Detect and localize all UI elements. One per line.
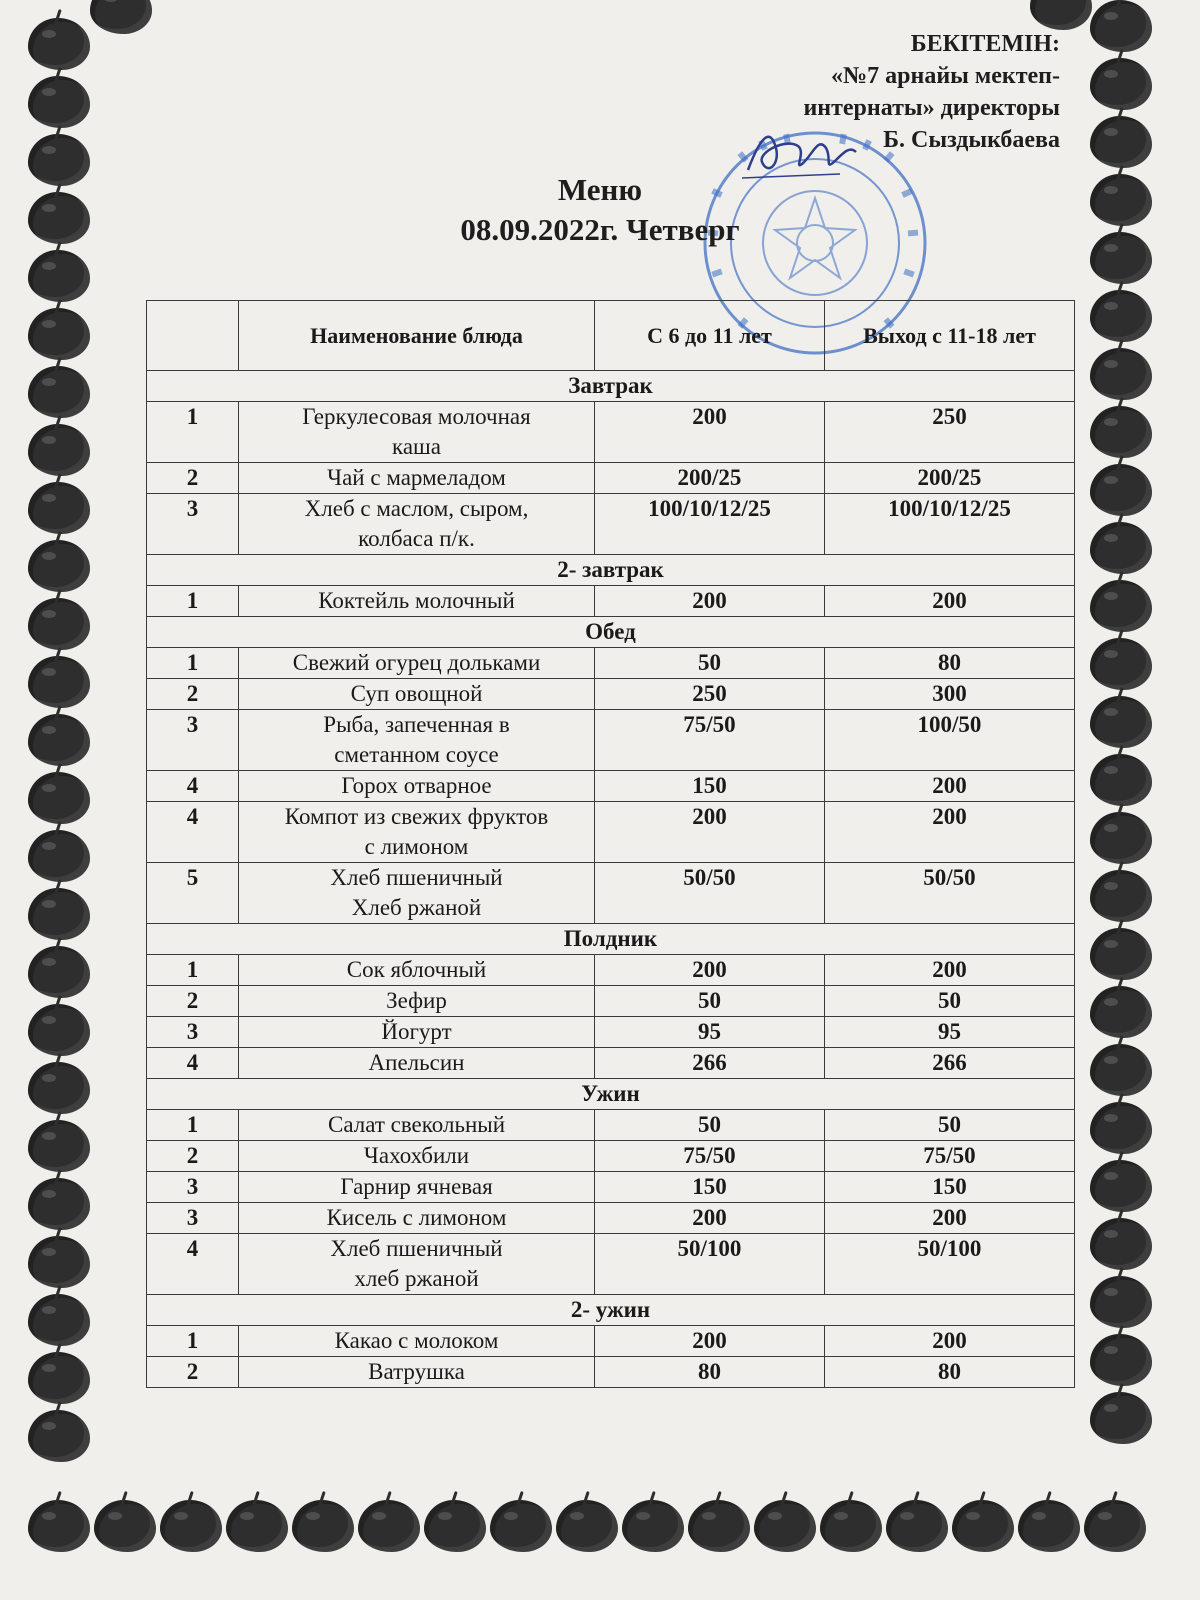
apple-border-icon bbox=[1090, 812, 1152, 864]
dish-number: 1 bbox=[147, 1326, 239, 1357]
apple-border-icon bbox=[1090, 928, 1152, 980]
apple-border-icon bbox=[1090, 58, 1152, 110]
dish-name-line: Чахохбили bbox=[363, 1143, 470, 1168]
dish-number: 1 bbox=[147, 1110, 239, 1141]
table-row bbox=[147, 463, 1075, 494]
dish-name-line: Салат свекольный bbox=[327, 1112, 506, 1137]
apple-border-icon bbox=[1090, 174, 1152, 226]
portion-11-18: 266 bbox=[825, 1048, 1075, 1079]
portion-11-18: 100/10/12/25 bbox=[825, 494, 1075, 555]
apple-border-icon bbox=[1090, 348, 1152, 400]
table-row bbox=[147, 1141, 1075, 1172]
apple-border-icon bbox=[1090, 1392, 1152, 1444]
apple-border-icon bbox=[1090, 1044, 1152, 1096]
apple-border-icon bbox=[28, 1500, 90, 1552]
dish-name bbox=[239, 1172, 595, 1203]
dish-name bbox=[239, 1048, 595, 1079]
menu-title bbox=[400, 170, 800, 250]
table-row bbox=[147, 1326, 1075, 1357]
portion-6-11: 100/10/12/25 bbox=[595, 494, 825, 555]
apple-border-icon bbox=[952, 1500, 1014, 1552]
portion-11-18: 200 bbox=[825, 1326, 1075, 1357]
apple-border-icon bbox=[1090, 986, 1152, 1038]
dish-name bbox=[239, 463, 595, 494]
portion-6-11: 200 bbox=[595, 1326, 825, 1357]
menu-heading: Меню bbox=[557, 172, 643, 207]
apple-border-icon bbox=[28, 772, 90, 824]
apple-border-icon bbox=[1030, 0, 1092, 30]
dish-name-line: Сок яблочный bbox=[346, 957, 487, 982]
dish-name-line: каша bbox=[392, 434, 441, 459]
table-row bbox=[147, 1234, 1075, 1295]
menu-table bbox=[146, 300, 1075, 1388]
header-dish-name: Наименование блюда bbox=[239, 301, 595, 371]
portion-6-11: 75/50 bbox=[595, 1141, 825, 1172]
dish-number: 4 bbox=[147, 1048, 239, 1079]
dish-name-line: Хлеб пшеничный bbox=[330, 865, 503, 890]
dish-name bbox=[239, 586, 595, 617]
portion-6-11: 50/100 bbox=[595, 1234, 825, 1295]
portion-6-11: 50/50 bbox=[595, 863, 825, 924]
menu-table-body bbox=[147, 371, 1075, 1388]
apple-border-icon bbox=[1090, 580, 1152, 632]
dish-number: 1 bbox=[147, 586, 239, 617]
portion-11-18: 200 bbox=[825, 586, 1075, 617]
apple-border-icon bbox=[1090, 1160, 1152, 1212]
apple-border-icon bbox=[28, 888, 90, 940]
apple-border-icon bbox=[28, 714, 90, 766]
apple-border-icon bbox=[28, 134, 90, 186]
dish-name-line: Гарнир ячневая bbox=[340, 1174, 493, 1199]
dish-name bbox=[239, 402, 595, 463]
header-number bbox=[147, 301, 239, 371]
dish-number: 4 bbox=[147, 1234, 239, 1295]
portion-6-11: 150 bbox=[595, 771, 825, 802]
table-row bbox=[147, 1172, 1075, 1203]
apple-border-icon bbox=[358, 1500, 420, 1552]
meal-section-row bbox=[147, 371, 1075, 402]
dish-name bbox=[239, 1203, 595, 1234]
table-row bbox=[147, 1048, 1075, 1079]
portion-11-18: 150 bbox=[825, 1172, 1075, 1203]
apple-border-icon bbox=[28, 540, 90, 592]
dish-name-line: Ватрушка bbox=[368, 1359, 465, 1384]
apple-border-icon bbox=[1090, 464, 1152, 516]
portion-6-11: 266 bbox=[595, 1048, 825, 1079]
portion-11-18: 50 bbox=[825, 1110, 1075, 1141]
apple-border-icon bbox=[28, 1004, 90, 1056]
apple-border-icon bbox=[28, 1352, 90, 1404]
apple-border-icon bbox=[1090, 290, 1152, 342]
dish-name bbox=[239, 679, 595, 710]
dish-name bbox=[239, 986, 595, 1017]
dish-name-line: Йогурт bbox=[381, 1019, 452, 1044]
dish-name-line: Какао с молоком bbox=[334, 1328, 499, 1353]
portion-11-18: 200/25 bbox=[825, 463, 1075, 494]
apple-border-icon bbox=[28, 18, 90, 70]
dish-name bbox=[239, 1110, 595, 1141]
dish-name-line: Чай с мармеладом bbox=[327, 465, 506, 490]
dish-name bbox=[239, 1017, 595, 1048]
apple-border-icon bbox=[28, 1062, 90, 1114]
apple-border-icon bbox=[1090, 638, 1152, 690]
table-row bbox=[147, 494, 1075, 555]
meal-section-row bbox=[147, 924, 1075, 955]
apple-border-icon bbox=[1090, 232, 1152, 284]
apple-border-icon bbox=[28, 830, 90, 882]
dish-name bbox=[239, 710, 595, 771]
dish-name bbox=[239, 1357, 595, 1388]
apple-border-icon bbox=[1090, 754, 1152, 806]
meal-section-title: Завтрак bbox=[147, 371, 1075, 402]
apple-border-icon bbox=[622, 1500, 684, 1552]
apple-border-icon bbox=[28, 1178, 90, 1230]
apple-border-icon bbox=[28, 1236, 90, 1288]
apple-border-icon bbox=[556, 1500, 618, 1552]
portion-6-11: 80 bbox=[595, 1357, 825, 1388]
dish-number: 1 bbox=[147, 648, 239, 679]
apple-border-icon bbox=[1090, 0, 1152, 52]
portion-11-18: 95 bbox=[825, 1017, 1075, 1048]
portion-6-11: 200 bbox=[595, 586, 825, 617]
meal-section-row bbox=[147, 1295, 1075, 1326]
apple-border-icon bbox=[1090, 1276, 1152, 1328]
dish-number: 2 bbox=[147, 463, 239, 494]
table-row bbox=[147, 648, 1075, 679]
table-row bbox=[147, 402, 1075, 463]
dish-name bbox=[239, 955, 595, 986]
portion-6-11: 200 bbox=[595, 1203, 825, 1234]
portion-11-18: 100/50 bbox=[825, 710, 1075, 771]
apple-border-icon bbox=[28, 192, 90, 244]
apple-border-icon bbox=[94, 1500, 156, 1552]
header-age-6-11: С 6 до 11 лет bbox=[595, 301, 825, 371]
apple-border-icon bbox=[28, 1410, 90, 1462]
apple-border-icon bbox=[28, 598, 90, 650]
portion-6-11: 200/25 bbox=[595, 463, 825, 494]
table-row bbox=[147, 1203, 1075, 1234]
portion-11-18: 300 bbox=[825, 679, 1075, 710]
dish-name-line: Зефир bbox=[386, 988, 447, 1013]
header-age-11-18: Выход с 11-18 лет bbox=[825, 301, 1075, 371]
portion-11-18: 80 bbox=[825, 648, 1075, 679]
meal-section-title: Полдник bbox=[147, 924, 1075, 955]
portion-11-18: 50/50 bbox=[825, 863, 1075, 924]
meal-section-title: 2- завтрак bbox=[147, 555, 1075, 586]
portion-11-18: 80 bbox=[825, 1357, 1075, 1388]
dish-number: 3 bbox=[147, 1172, 239, 1203]
table-row bbox=[147, 771, 1075, 802]
dish-name-line: Кисель с лимоном bbox=[326, 1205, 507, 1230]
dish-number: 4 bbox=[147, 802, 239, 863]
table-row bbox=[147, 679, 1075, 710]
dish-number: 3 bbox=[147, 1017, 239, 1048]
apple-border-icon bbox=[160, 1500, 222, 1552]
meal-section-row bbox=[147, 617, 1075, 648]
apple-border-icon bbox=[1090, 1218, 1152, 1270]
apple-border-icon bbox=[28, 424, 90, 476]
dish-name-line: хлеб ржаной bbox=[354, 1266, 479, 1291]
apple-border-icon bbox=[424, 1500, 486, 1552]
dish-name-line: Хлеб пшеничный bbox=[330, 1236, 503, 1261]
dish-name-line: колбаса п/к. bbox=[358, 526, 475, 551]
table-row bbox=[147, 986, 1075, 1017]
dish-name-line: Апельсин bbox=[368, 1050, 465, 1075]
dish-name-line: Рыба, запеченная в bbox=[323, 712, 510, 737]
dish-name bbox=[239, 802, 595, 863]
meal-section-title: Ужин bbox=[147, 1079, 1075, 1110]
dish-name-line: Свежий огурец дольками bbox=[292, 650, 541, 675]
dish-number: 3 bbox=[147, 494, 239, 555]
approval-line: интернаты» директоры bbox=[803, 95, 1060, 121]
portion-6-11: 50 bbox=[595, 1110, 825, 1141]
apple-border-icon bbox=[90, 0, 152, 34]
portion-6-11: 50 bbox=[595, 986, 825, 1017]
portion-11-18: 200 bbox=[825, 1203, 1075, 1234]
dish-name bbox=[239, 1326, 595, 1357]
dish-number: 1 bbox=[147, 955, 239, 986]
approval-line: «№7 арнайы мектеп- bbox=[831, 63, 1060, 89]
table-row bbox=[147, 586, 1075, 617]
apple-border-icon bbox=[28, 656, 90, 708]
apple-border-icon bbox=[28, 1294, 90, 1346]
portion-11-18: 200 bbox=[825, 802, 1075, 863]
apple-border-icon bbox=[886, 1500, 948, 1552]
apple-border-icon bbox=[1090, 870, 1152, 922]
apple-border-icon bbox=[28, 366, 90, 418]
approval-line: БЕКІТЕМІН: bbox=[910, 31, 1060, 57]
dish-name-line: Хлеб с маслом, сыром, bbox=[304, 496, 529, 521]
portion-11-18: 50 bbox=[825, 986, 1075, 1017]
apple-border-icon bbox=[28, 76, 90, 128]
apple-border-icon bbox=[1090, 696, 1152, 748]
table-row bbox=[147, 863, 1075, 924]
portion-11-18: 250 bbox=[825, 402, 1075, 463]
apple-border-icon bbox=[1084, 1500, 1146, 1552]
dish-number: 2 bbox=[147, 986, 239, 1017]
portion-6-11: 200 bbox=[595, 955, 825, 986]
dish-name bbox=[239, 863, 595, 924]
dish-number: 1 bbox=[147, 402, 239, 463]
approval-director-name: Б. Сыздыкбаева bbox=[883, 127, 1060, 153]
dish-number: 2 bbox=[147, 1357, 239, 1388]
table-row bbox=[147, 802, 1075, 863]
dish-name-line: с лимоном bbox=[364, 834, 469, 859]
table-row bbox=[147, 710, 1075, 771]
portion-6-11: 75/50 bbox=[595, 710, 825, 771]
table-row bbox=[147, 955, 1075, 986]
dish-number: 3 bbox=[147, 1203, 239, 1234]
table-header-row bbox=[147, 301, 1075, 371]
apple-border-icon bbox=[490, 1500, 552, 1552]
dish-name-line: Хлеб ржаной bbox=[351, 895, 482, 920]
dish-name-line: Суп овощной bbox=[350, 681, 483, 706]
dish-name-line: Коктейль молочный bbox=[318, 588, 515, 613]
dish-number: 2 bbox=[147, 679, 239, 710]
apple-border-icon bbox=[1090, 1334, 1152, 1386]
meal-section-row bbox=[147, 1079, 1075, 1110]
meal-section-title: 2- ужин bbox=[147, 1295, 1075, 1326]
apple-border-icon bbox=[754, 1500, 816, 1552]
portion-11-18: 200 bbox=[825, 771, 1075, 802]
portion-6-11: 200 bbox=[595, 402, 825, 463]
apple-border-icon bbox=[1090, 522, 1152, 574]
meal-section-title: Обед bbox=[147, 617, 1075, 648]
apple-border-icon bbox=[28, 250, 90, 302]
apple-border-icon bbox=[28, 946, 90, 998]
portion-6-11: 95 bbox=[595, 1017, 825, 1048]
dish-number: 2 bbox=[147, 1141, 239, 1172]
dish-name bbox=[239, 771, 595, 802]
portion-6-11: 250 bbox=[595, 679, 825, 710]
table-row bbox=[147, 1110, 1075, 1141]
menu-date: 08.09.2022г. Четверг bbox=[460, 212, 740, 247]
apple-border-icon bbox=[1090, 1102, 1152, 1154]
apple-border-icon bbox=[820, 1500, 882, 1552]
dish-name-line: Компот из свежих фруктов bbox=[284, 804, 549, 829]
apple-border-icon bbox=[1090, 116, 1152, 168]
apple-border-icon bbox=[688, 1500, 750, 1552]
apple-border-icon bbox=[292, 1500, 354, 1552]
dish-number: 4 bbox=[147, 771, 239, 802]
portion-6-11: 150 bbox=[595, 1172, 825, 1203]
dish-name bbox=[239, 494, 595, 555]
meal-section-row bbox=[147, 555, 1075, 586]
dish-name-line: сметанном соусе bbox=[334, 742, 499, 767]
portion-11-18: 75/50 bbox=[825, 1141, 1075, 1172]
dish-number: 3 bbox=[147, 710, 239, 771]
table-row bbox=[147, 1357, 1075, 1388]
dish-name-line: Геркулесовая молочная bbox=[302, 404, 531, 429]
portion-6-11: 50 bbox=[595, 648, 825, 679]
portion-6-11: 200 bbox=[595, 802, 825, 863]
table-row bbox=[147, 1017, 1075, 1048]
apple-border-icon bbox=[226, 1500, 288, 1552]
portion-11-18: 200 bbox=[825, 955, 1075, 986]
dish-name bbox=[239, 1141, 595, 1172]
portion-11-18: 50/100 bbox=[825, 1234, 1075, 1295]
dish-name-line: Горох отварное bbox=[341, 773, 492, 798]
dish-name bbox=[239, 648, 595, 679]
apple-border-icon bbox=[1018, 1500, 1080, 1552]
apple-border-icon bbox=[28, 1120, 90, 1172]
apple-border-icon bbox=[28, 482, 90, 534]
dish-name bbox=[239, 1234, 595, 1295]
dish-number: 5 bbox=[147, 863, 239, 924]
apple-border-icon bbox=[1090, 406, 1152, 458]
apple-border-icon bbox=[28, 308, 90, 360]
